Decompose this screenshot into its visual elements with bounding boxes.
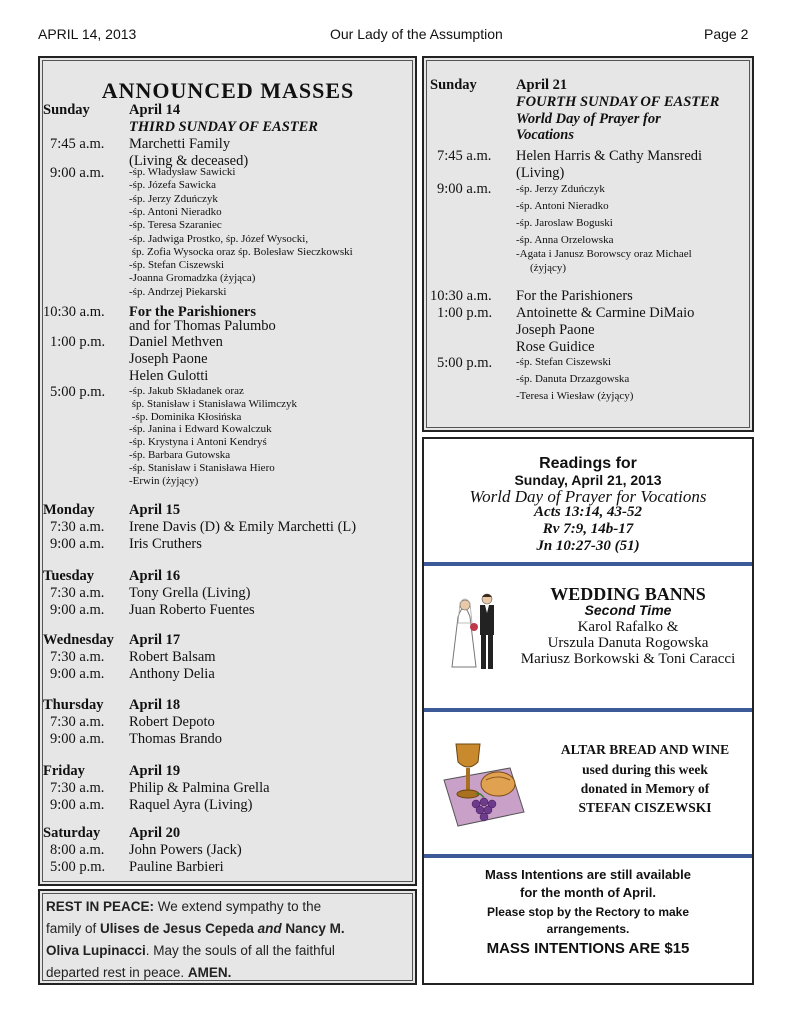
date-label: April 15: [129, 502, 181, 518]
mass-time: 9:00 a.m.: [437, 181, 492, 197]
mass-time: 5:00 p.m.: [50, 384, 106, 400]
mass-time: 10:30 a.m.: [43, 304, 105, 320]
mass-intention: Helen Gulotti: [129, 368, 209, 384]
mass-intention: Helen Harris & Cathy Mansredi: [516, 148, 703, 164]
polish-intention: -Erwin (żyjący): [129, 474, 199, 487]
mass-time: 7:30 a.m.: [50, 780, 105, 796]
mass-intention: (Living & deceased): [129, 153, 249, 169]
chalice-bread-icon: [440, 740, 526, 830]
mass-intention: John Powers (Jack): [129, 842, 242, 858]
feast-subtitle: World Day of Prayer for: [516, 111, 661, 127]
mass-intention: Pauline Barbieri: [129, 859, 224, 875]
banns-couple-1a: Karol Rafalko &: [577, 619, 679, 635]
rip-name-2: Oliva Lupinacci: [46, 943, 146, 958]
polish-intention: -śp. Dominika Kłosińska: [129, 410, 242, 423]
feast-title: FOURTH SUNDAY OF EASTER: [516, 94, 720, 110]
wedding-couple-icon: [450, 587, 508, 673]
polish-intention: śp. Stanisław i Stanisława Wilimczyk: [129, 397, 298, 410]
mass-intention: Joseph Paone: [516, 322, 595, 338]
intentions-line-2: for the month of April.: [520, 885, 656, 900]
masses-title: ANNOUNCED MASSES: [101, 78, 355, 103]
banns-couple-2: Mariusz Borkowski & Toni Caracci: [520, 651, 736, 667]
polish-intention: -Agata i Janusz Borowscy oraz Michael: [516, 248, 692, 260]
rip-label: REST IN PEACE:: [46, 899, 155, 914]
polish-intention: -śp. Janina i Edward Kowalczuk: [129, 423, 272, 436]
day-label: Saturday: [43, 825, 101, 841]
mass-time: 9:00 a.m.: [50, 731, 105, 747]
page-number: Page 2: [704, 26, 749, 42]
intentions-line-4: arrangements.: [546, 922, 630, 936]
bulletin-date: APRIL 14, 2013: [38, 26, 137, 42]
polish-intention: -śp. Stefan Ciszewski: [516, 356, 612, 368]
altar-line-3: donated in Memory of: [580, 781, 710, 796]
mass-intention: Antoinette & Carmine DiMaio: [516, 305, 695, 321]
mass-intention: Robert Balsam: [129, 649, 216, 665]
mass-intention: For the Parishioners: [516, 288, 633, 304]
polish-intention: -śp. Krystyna i Antoni Kendryś: [129, 436, 267, 449]
polish-intention: -śp. Jerzy Zduńczyk: [129, 192, 218, 205]
rip-name-1: Ulises de Jesus Cepeda: [100, 921, 254, 936]
date-label: April 19: [129, 763, 181, 779]
mass-intention: Rose Guidice: [516, 339, 595, 355]
polish-intention: (żyjący): [530, 262, 567, 274]
intentions-line-3: Please stop by the Rectory to make: [486, 905, 690, 919]
date-label: April 14: [129, 102, 181, 118]
reading-1: Acts 13:14, 43-52: [534, 504, 642, 520]
polish-intention: -Joanna Gromadzka (żyjąca): [129, 272, 256, 285]
mass-time: 9:00 a.m.: [50, 666, 105, 682]
mass-time: 5:00 p.m.: [50, 859, 106, 875]
mass-time: 7:45 a.m.: [437, 148, 492, 164]
polish-intention: -śp. Jadwiga Prostko, śp. Józef Wysocki,: [129, 232, 309, 245]
date-label: April 21: [516, 77, 568, 93]
mass-time: 9:00 a.m.: [50, 797, 105, 813]
intentions-price: MASS INTENTIONS ARE $15: [486, 940, 690, 957]
mass-intention: Anthony Delia: [129, 666, 215, 682]
polish-intention: -śp. Antoni Nieradko: [129, 205, 222, 218]
mass-time: 5:00 p.m.: [437, 355, 493, 371]
reading-3: Jn 10:27-30 (51): [536, 538, 640, 554]
day-label: Thursday: [43, 697, 104, 713]
polish-intention: -śp. Jerzy Zduńczyk: [516, 183, 605, 195]
banns-title: WEDDING BANNS: [550, 584, 706, 604]
day-label: Sunday: [430, 77, 477, 93]
mass-intention: Irene Davis (D) & Emily Marchetti (L): [129, 519, 357, 535]
polish-intention: -śp. Danuta Drzazgowska: [516, 373, 630, 385]
mass-time: 7:30 a.m.: [50, 519, 105, 535]
polish-intention: -śp. Teresa Szaraniec: [129, 219, 222, 232]
divider-3: [424, 853, 752, 859]
polish-intention: -śp. Antoni Nieradko: [516, 200, 609, 212]
polish-intention: -Teresa i Wiesław (żyjący): [516, 390, 634, 402]
polish-intention: -śp. Barbara Gutowska: [129, 449, 231, 461]
mass-intention: Joseph Paone: [129, 351, 208, 367]
mass-time: 9:00 a.m.: [50, 602, 105, 618]
polish-intention: -śp. Władysław Sawicki: [129, 166, 236, 178]
mass-intention: Thomas Brando: [129, 731, 223, 747]
mass-time: 7:30 a.m.: [50, 649, 105, 665]
mass-intention: Marchetti Family: [129, 136, 231, 152]
polish-intention: -śp. Jakub Składanek oraz: [129, 385, 244, 397]
intentions-line-1: Mass Intentions are still available: [485, 867, 691, 882]
reading-2: Rv 7:9, 14b-17: [542, 521, 634, 537]
day-label: Wednesday: [43, 632, 114, 648]
parish-name: Our Lady of the Assumption: [330, 26, 503, 42]
polish-intention: -śp. Stanisław i Stanisława Hiero: [129, 461, 275, 474]
altar-line-2: used during this week: [582, 762, 708, 777]
feast-subtitle: Vocations: [516, 127, 575, 143]
banns-couple-1b: Urszula Danuta Rogowska: [547, 635, 709, 651]
feast-title: THIRD SUNDAY OF EASTER: [129, 119, 318, 135]
altar-line-1: ALTAR BREAD AND WINE: [560, 742, 730, 757]
mass-intention: For the Parishioners: [129, 304, 256, 320]
mass-time: 10:30 a.m.: [430, 288, 492, 304]
date-label: April 16: [129, 568, 181, 584]
mass-time: 7:30 a.m.: [50, 714, 105, 730]
day-label: Friday: [43, 763, 85, 779]
mass-time: 9:00 a.m.: [50, 165, 105, 181]
mass-time: 1:00 p.m.: [50, 334, 106, 350]
day-label: Sunday: [43, 102, 90, 118]
polish-intention: śp. Zofia Wysocka oraz śp. Bolesław Sieczkowski: [129, 245, 353, 258]
rest-in-peace-text: REST IN PEACE: We extend sympathy to the family of Ulises de Jesus Cepeda and Nancy M. Oliva Lupinacci. May the souls of all the faithful departed rest in peace. AMEN.: [46, 899, 345, 980]
mass-intention: Robert Depoto: [129, 714, 215, 730]
day-label: Monday: [43, 502, 95, 518]
date-label: April 17: [129, 632, 181, 648]
mass-time: 9:00 a.m.: [50, 536, 105, 552]
polish-intention: -śp. Stefan Ciszewski: [129, 259, 225, 272]
readings-date: Sunday, April 21, 2013: [514, 472, 662, 488]
mass-intention: Daniel Methven: [129, 334, 223, 350]
date-label: April 20: [129, 825, 181, 841]
mass-intention: Philip & Palmina Grella: [129, 780, 270, 796]
mass-intention: Tony Grella (Living): [129, 585, 251, 601]
divider-1: [424, 561, 752, 567]
mass-time: 1:00 p.m.: [437, 305, 493, 321]
mass-intention: Iris Cruthers: [129, 536, 202, 552]
polish-intention: -śp. Józefa Sawicka: [129, 179, 217, 192]
polish-intention: -śp. Jaroslaw Boguski: [516, 217, 613, 229]
divider-2: [424, 707, 752, 713]
date-label: April 18: [129, 697, 181, 713]
mass-intention: (Living): [516, 165, 565, 181]
mass-intention: Raquel Ayra (Living): [129, 797, 253, 813]
mass-time: 7:45 a.m.: [50, 136, 105, 152]
mass-intention: and for Thomas Palumbo: [129, 318, 276, 334]
mass-intention: Juan Roberto Fuentes: [129, 602, 255, 618]
mass-time: 7:30 a.m.: [50, 585, 105, 601]
banns-subtitle: Second Time: [584, 602, 672, 618]
polish-intention: -śp. Andrzej Piekarski: [129, 285, 227, 298]
polish-intention: -śp. Anna Orzelowska: [516, 234, 614, 246]
readings-subtitle: World Day of Prayer for Vocations: [469, 487, 707, 506]
readings-title: Readings for: [539, 455, 637, 472]
day-label: Tuesday: [43, 568, 95, 584]
altar-line-4: STEFAN CISZEWSKI: [578, 800, 712, 815]
mass-time: 8:00 a.m.: [50, 842, 105, 858]
